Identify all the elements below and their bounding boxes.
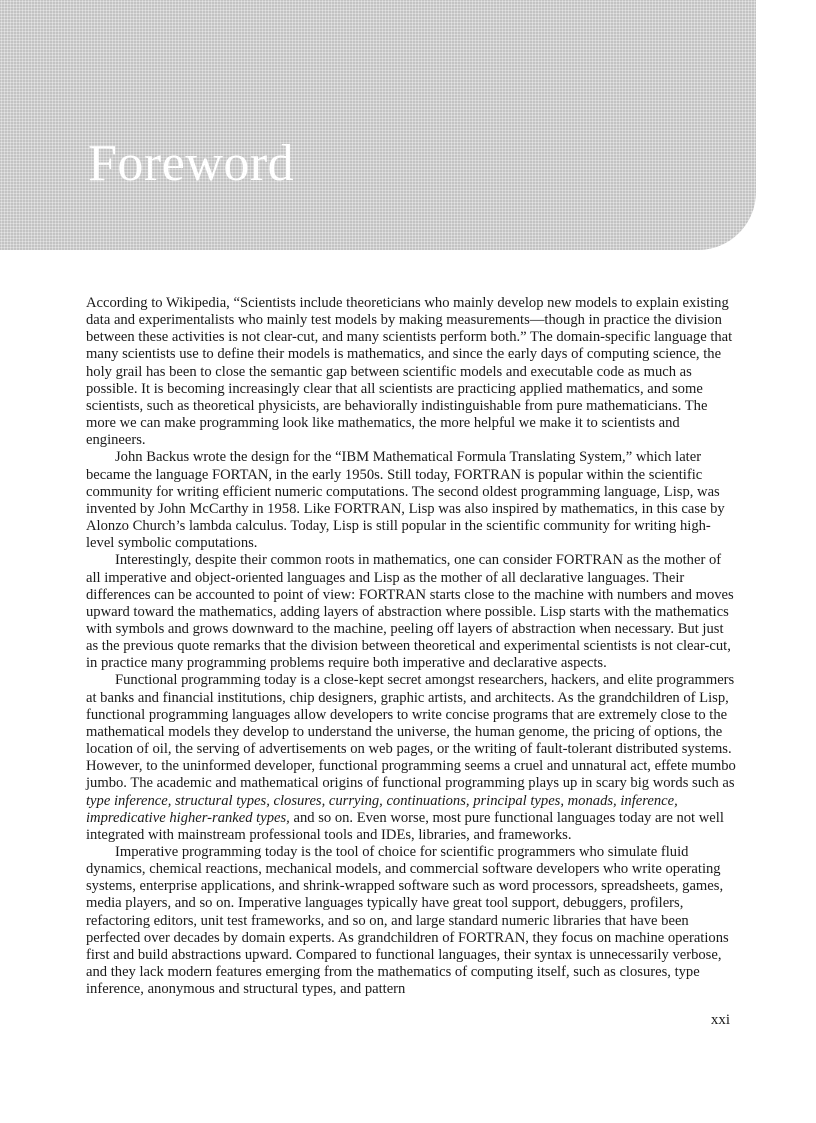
body-paragraph	[86, 552, 738, 672]
italic-text-segment: type inference, structural types, closures, currying, continuations, principal types, monads, inference, impredicative higher-ranked types,	[86, 792, 678, 826]
text-segment: Interestingly, despite their common roots in mathematics, one can consider FORTRAN as the mother of all imperative and object-oriented languages and Lisp as the mother of all declarative languages. Their differences can be accounted to point of view: FORTRAN starts close to the machine with numbers and moves upward toward the mathematics, adding layers of abstraction where possible. Lisp starts with the mathematics with symbols and grows downward to the machine, peeling off layers of abstraction when necessary. But just as the previous quote remarks that the division between theoretical and experimental scientists is not clear-cut, in practice many programming problems require both imperative and declarative aspects.	[86, 552, 734, 672]
body-paragraph	[86, 295, 738, 449]
text-segment: Functional programming today is a close-kept secret amongst researchers, hackers, and elite programmers at banks and financial institutions, chip designers, graphic artists, and architects. As the grandchildren of Lisp, functional programming languages allow developers to write concise programs that are extremely close to the mathematical models they develop to understand the universe, the human genome, the pricing of options, the location of oil, the serving of advertisements on web pages, or the writing of fault-tolerant distributed systems. However, to the uninformed developer, functional programming seems a cruel and unnatural act, effete mumbo jumbo. The academic and mathematical origins of functional programming plays up in scary big words such as	[86, 672, 736, 792]
body-paragraph	[86, 844, 738, 998]
chapter-title: Foreword	[88, 135, 295, 192]
text-segment: Imperative programming today is the tool of choice for scientific programmers who simulate fluid dynamics, chemical reactions, mechanical models, and commercial software developers who write operating systems, enterprise applications, and shrink-wrapped software such as word processors, spreadsheets, games, media players, and so on. Imperative languages typically have great tool support, debuggers, profilers, refactoring editors, unit test frameworks, and so on, and large standard numeric libraries that have been perfected over decades by domain experts. As grandchildren of FORTRAN, they focus on machine operations first and build abstractions upward. Compared to functional languages, their syntax is unnecessarily verbose, and they lack modern features emerging from the mathematics of computing itself, such as closures, type inference, anonymous and structural types, and pattern	[86, 844, 729, 998]
page-number: xxi	[710, 1012, 730, 1028]
text-segment: and so on. Even worse, most pure functional languages today are not well integrated with mainstream professional tools and IDEs, libraries, and frameworks.	[86, 809, 724, 843]
body-paragraph	[86, 449, 738, 552]
foreword-body	[86, 295, 738, 998]
text-segment: John Backus wrote the design for the “IBM Mathematical Formula Translating System,” which later became the language FORTAN, in the early 1950s. Still today, FORTRAN is popular within the scientific community for writing efficient numeric computations. The second oldest programming language, Lisp, was invented by John McCarthy in 1958. Like FORTRAN, Lisp was also inspired by mathematics, in this case by Alonzo Church’s lambda calculus. Today, Lisp is still popular in the scientific community for writing high-level symbolic computations.	[86, 449, 725, 552]
text-segment: According to Wikipedia, “Scientists include theoreticians who mainly develop new models to explain existing data and experimentalists who mainly test models by making measurements—though in practice the division between these activities is not clear-cut, and many scientists perform both.” The domain-specific language that many scientists use to define their models is mathematics, and since the early days of computing science, the holy grail has been to close the semantic gap between scientific models and executable code as much as possible. It is becoming increasingly clear that all scientists are practicing applied mathematics, and some scientists, such as theoretical physicists, are behaviorally indistinguishable from pure mathematicians. The more we can make programming look like mathematics, the more helpful we make it to scientists and engineers.	[86, 295, 733, 449]
chapter-header-banner	[0, 0, 756, 250]
body-paragraph	[86, 672, 738, 844]
